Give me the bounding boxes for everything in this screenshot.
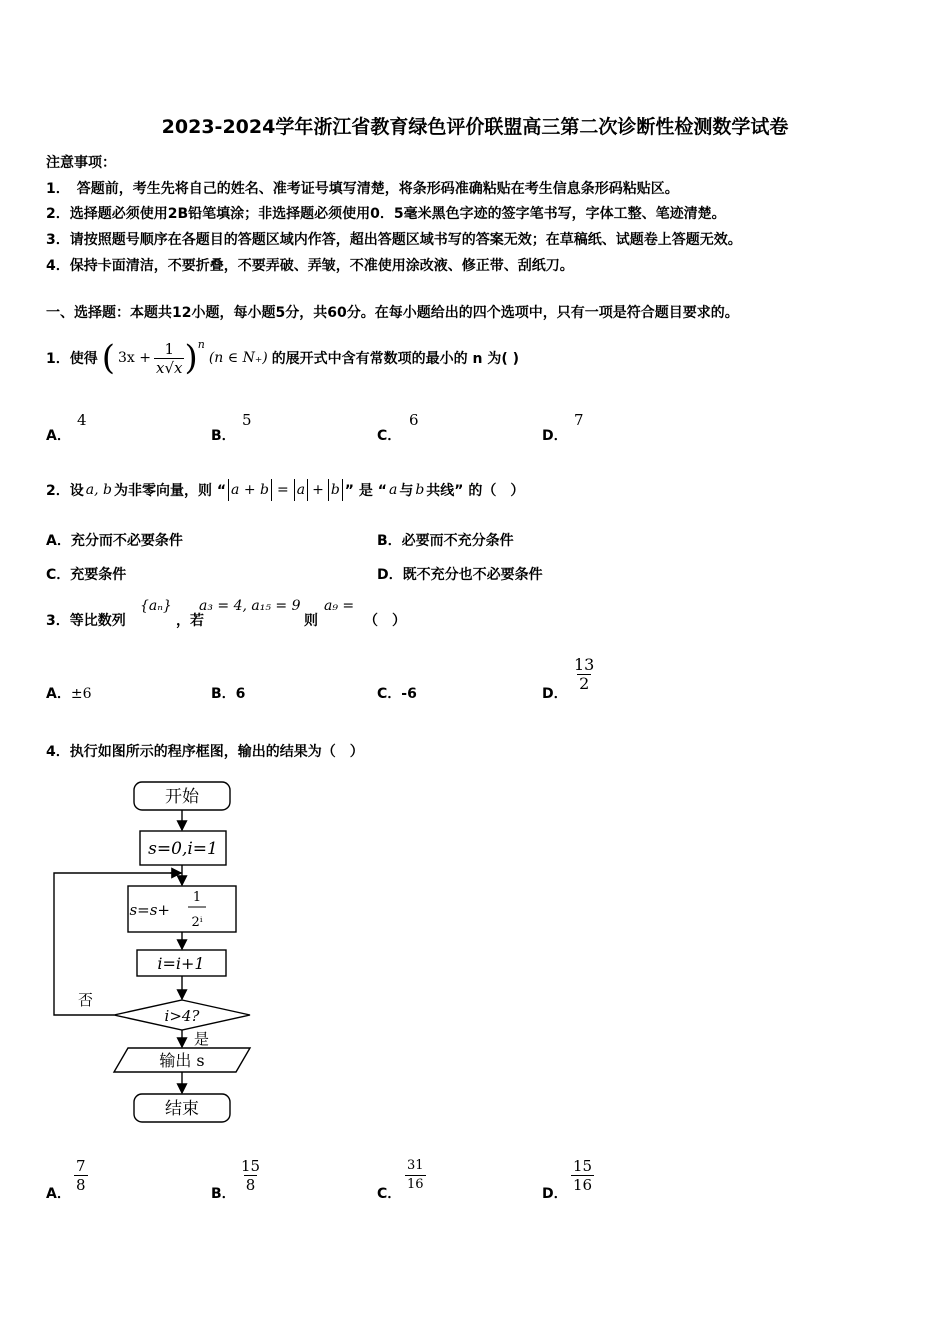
flow-update-i-label: i=i+1 <box>157 954 205 973</box>
question-4: 4．执行如图所示的程序框图，输出的结果为（ ） <box>46 744 364 760</box>
q3-option-c: C．-6 <box>377 686 417 702</box>
q1-suffix: 的展开式中含有常数项的最小的 n 为( ) <box>271 351 520 367</box>
q3-target: a₉ = <box>324 598 355 614</box>
flow-update-s-label: s=s+ <box>129 901 170 919</box>
q3-option-a: A．±6 <box>46 686 92 702</box>
question-2: 2．设 a, b 为非零向量，则 “ a + b = a + b ” 是 “ a 与 b 共线” 的（ ） <box>46 475 524 505</box>
notice-item: 4．保持卡面清洁，不要折叠，不要弄破、弄皱，不准使用涂改液、修正带、刮纸刀。 <box>46 258 574 274</box>
q3-option-d-fraction: $\frac{13}{2}$ <box>574 655 595 693</box>
q4-option-d-fraction: $\frac{15}{16}$ <box>573 1157 593 1194</box>
q1-fraction: $\frac{1}{x√x}$ <box>156 339 183 377</box>
q3-mid: ，若 <box>176 613 204 629</box>
q4-option-a: A． <box>46 1186 71 1202</box>
q1-option-a-value: 4 <box>77 411 87 429</box>
q3-prefix: 3．等比数列 <box>46 613 126 629</box>
flow-end-label: 结束 <box>165 1099 199 1119</box>
q1-option-c-value: 6 <box>409 411 419 429</box>
flow-start-label: 开始 <box>165 787 199 807</box>
q4-option-c-fraction: $\frac{31}{16}$ <box>407 1158 424 1192</box>
q2-option-c: C．充要条件 <box>46 567 127 583</box>
q1-condition: (n ∈ N₊) <box>208 350 268 366</box>
flow-update-s-den: 2ⁱ <box>191 915 203 930</box>
notice-item: 1． 答题前，考生先将自己的姓名、准考证号填写清楚，将条形码准确粘贴在考生信息条形码粘贴区。 <box>46 181 679 197</box>
page-title: 2023-2024学年浙江省教育绿色评价联盟高三第二次诊断性检测数学试卷 <box>161 116 789 138</box>
flow-output-label: 输出 s <box>159 1051 205 1070</box>
flow-loop-line <box>54 873 182 1015</box>
q1-option-b: B． <box>211 428 236 444</box>
q2-option-b: B．必要而不充分条件 <box>377 533 514 549</box>
notice-item: 3．请按照题号顺序在各题目的答题区域内作答，超出答题区域书写的答案无效；在草稿纸、试题卷上答题无效。 <box>46 232 742 248</box>
q1-option-c: C． <box>377 428 402 444</box>
q3-mid2: 则 <box>304 613 318 629</box>
q3-option-d: D． <box>542 686 568 702</box>
q1-binomial: ( 3x + $\frac{1}{x√x}$ ) n <box>101 337 205 378</box>
q3-option-b: B．6 <box>211 686 246 702</box>
q4-option-d: D． <box>542 1186 568 1202</box>
flow-no-label: 否 <box>78 991 94 1009</box>
q1-option-d-value: 7 <box>574 411 584 429</box>
question-1 <box>46 333 519 383</box>
q4-option-c: C． <box>377 1186 402 1202</box>
q2-option-a: A．充分而不必要条件 <box>46 533 183 549</box>
q4-option-b: B． <box>211 1186 236 1202</box>
notice-heading: 注意事项： <box>46 155 116 171</box>
flow-condition-label: i>4? <box>164 1007 200 1025</box>
section-heading: 一、选择题：本题共12小题，每小题5分，共60分。在每小题给出的四个选项中，只有一项是符合题目要求的。 <box>46 305 739 321</box>
q1-option-b-value: 5 <box>242 411 252 429</box>
q3-condition: a₃ = 4, a₁₅ = 9 <box>199 598 301 614</box>
q3-sequence: {aₙ} <box>140 598 172 614</box>
q4-option-a-fraction: $\frac{7}{8}$ <box>76 1157 86 1194</box>
q1-option-d: D． <box>542 428 568 444</box>
q2-expression: a + b = a + b <box>226 479 345 501</box>
q1-prefix: 1．使得 <box>46 351 98 367</box>
flow-yes-label: 是 <box>194 1030 210 1048</box>
flowchart <box>0 770 300 1140</box>
q4-option-b-fraction: $\frac{15}{8}$ <box>241 1157 261 1194</box>
q2-option-d: D．既不充分也不必要条件 <box>377 567 543 583</box>
q3-suffix: （ ） <box>364 613 406 629</box>
q1-option-a: A． <box>46 428 71 444</box>
notice-item: 2．选择题必须使用2B铅笔填涂；非选择题必须使用0．5毫米黑色字迹的签字笔书写，字体工整、笔迹清楚。 <box>46 206 726 222</box>
flow-update-s-num: 1 <box>192 890 202 905</box>
flow-init-label: s=0,i=1 <box>148 839 218 859</box>
